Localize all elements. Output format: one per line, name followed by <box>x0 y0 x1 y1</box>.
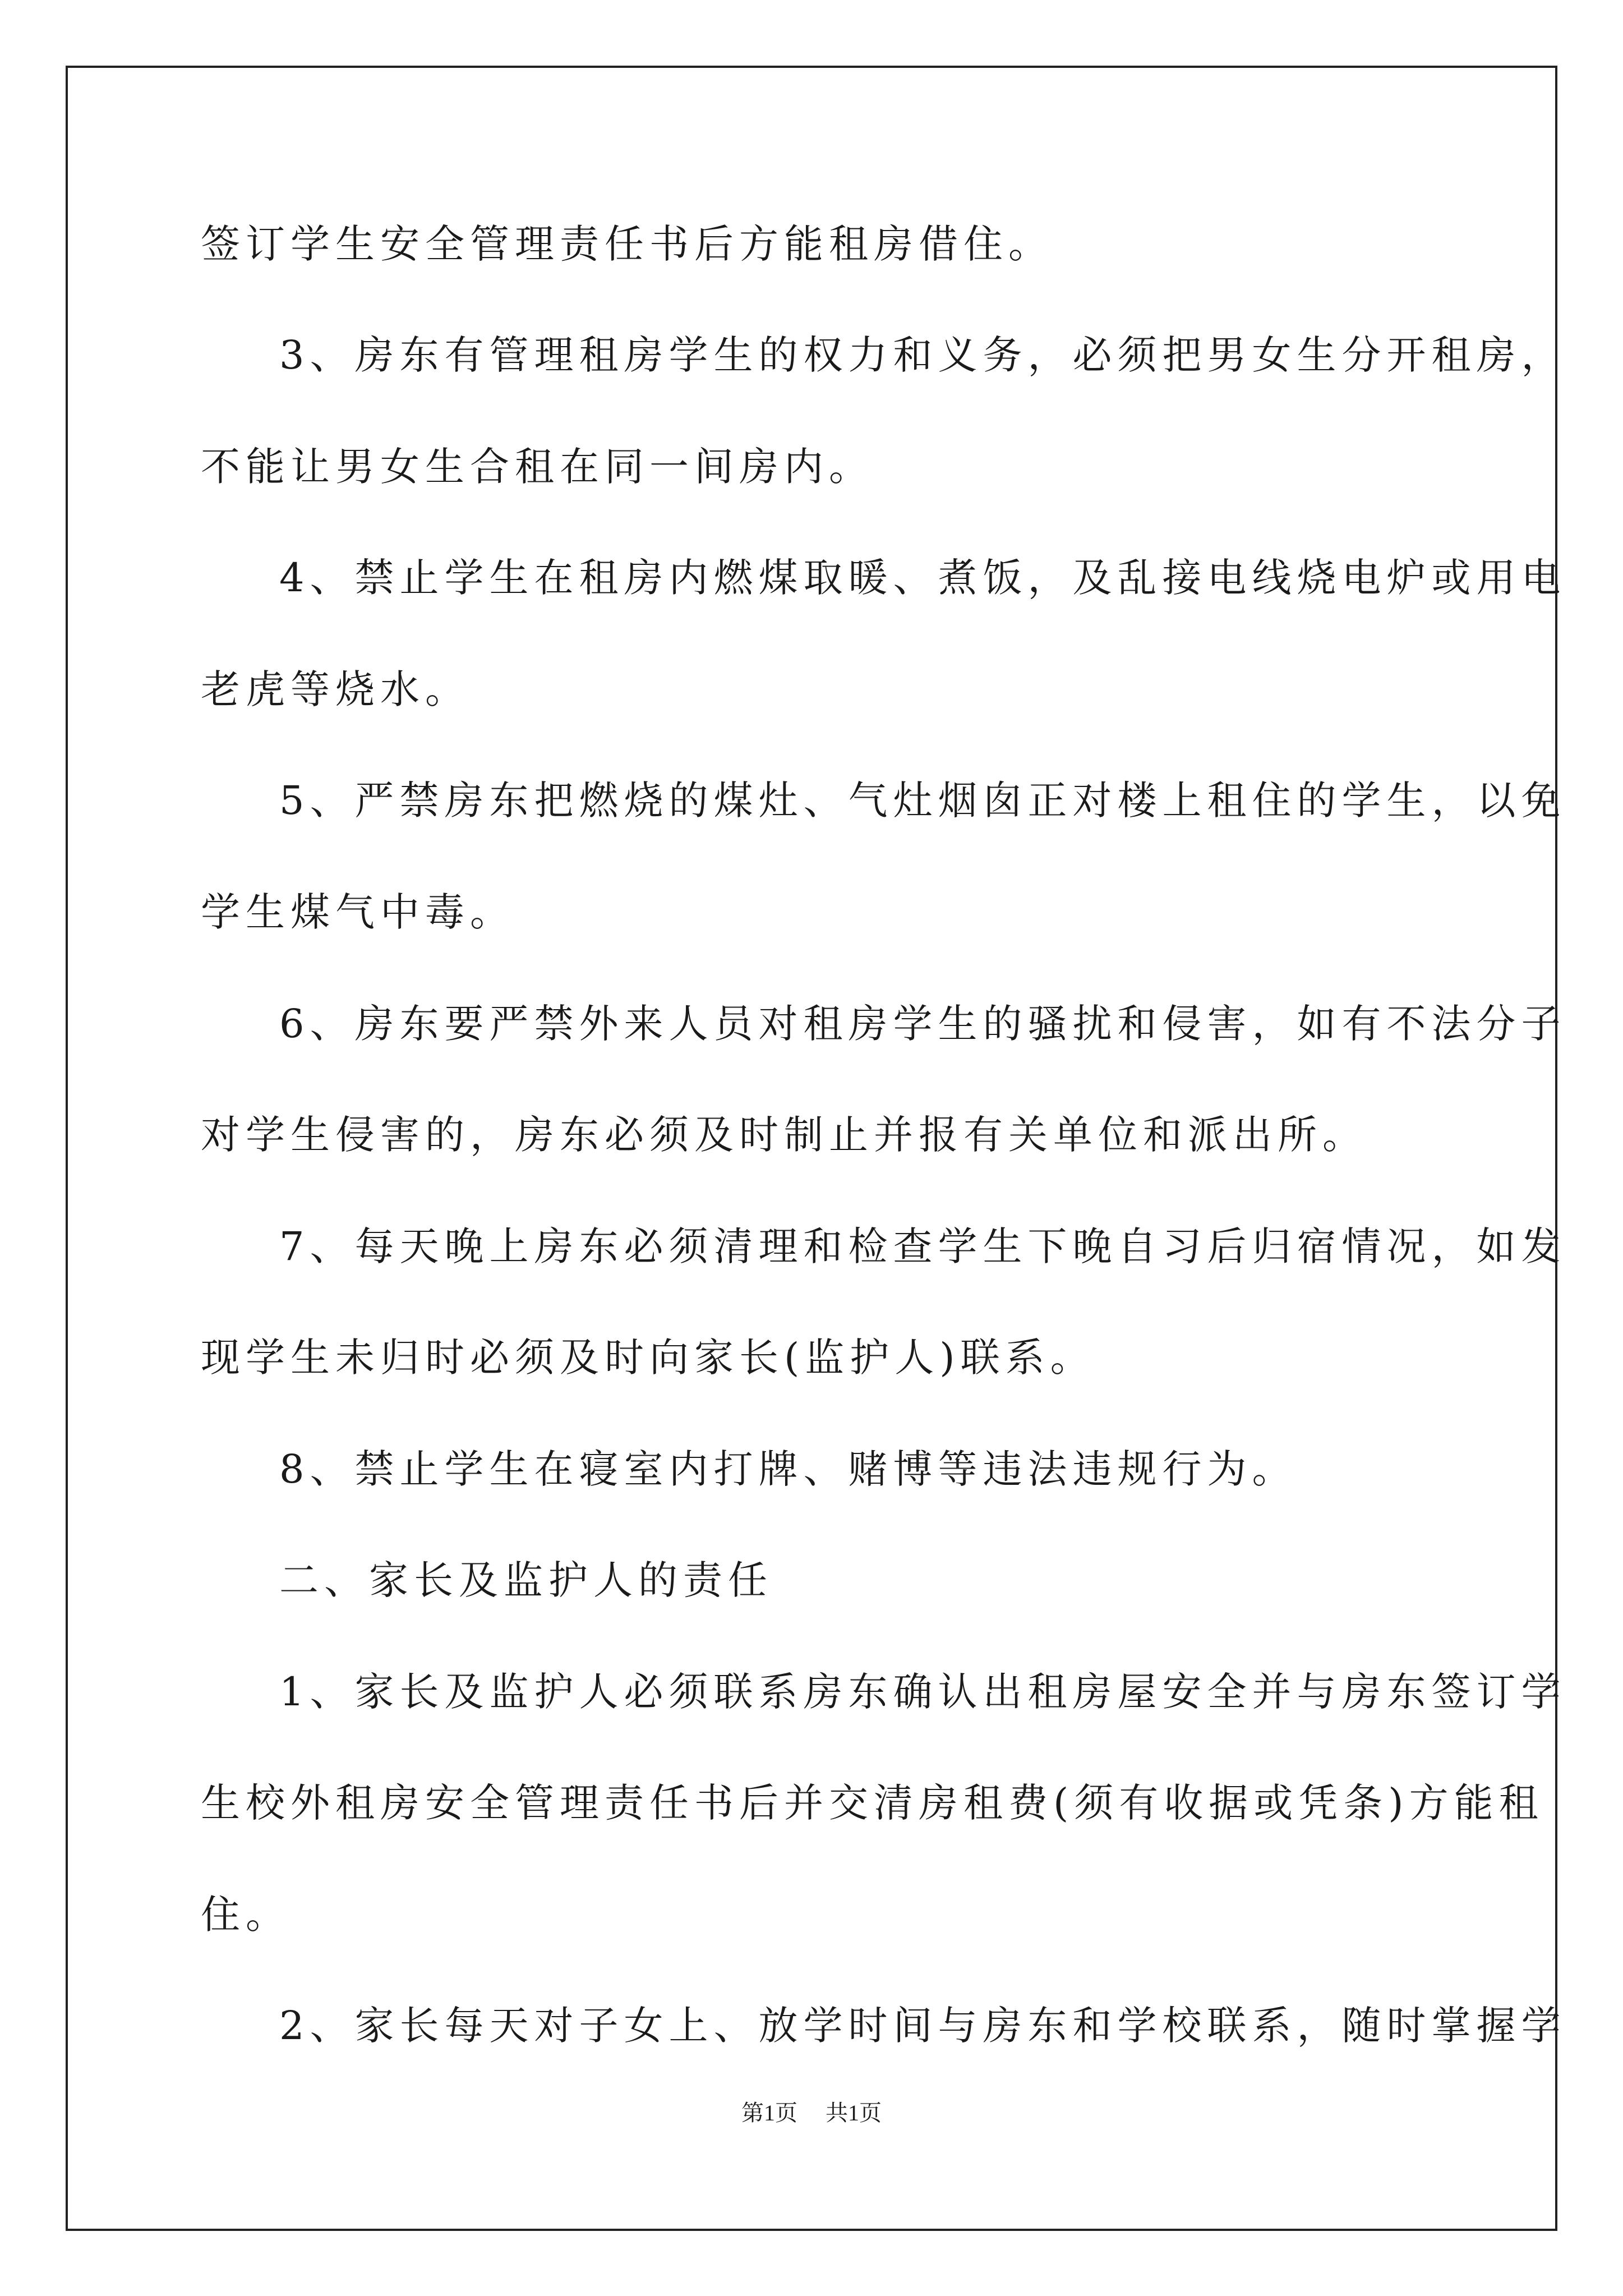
text-line: 老虎等烧水。 <box>201 666 470 712</box>
text-line: 1、家长及监护人必须联系房东确认出租房屋安全并与房东签订学 <box>279 1669 1566 1715</box>
text-line: 对学生侵害的，房东必须及时制止并报有关单位和派出所。 <box>201 1112 1367 1158</box>
text-line: 生校外租房安全管理责任书后并交清房租费(须有收据或凭条)方能租 <box>201 1780 1544 1826</box>
text-line: 不能让男女生合租在同一间房内。 <box>201 444 874 490</box>
text-line: 签订学生安全管理责任书后方能租房借住。 <box>201 221 1053 267</box>
text-line: 8、禁止学生在寝室内打牌、赌博等违法违规行为。 <box>279 1446 1297 1492</box>
text-line: 6、房东要严禁外来人员对租房学生的骚扰和侵害，如有不法分子 <box>279 1001 1566 1047</box>
page-number: 第1页 <box>741 2100 797 2125</box>
page-total: 共1页 <box>826 2100 882 2125</box>
section-heading: 二、家长及监护人的责任 <box>279 1557 773 1603</box>
text-line: 2、家长每天对子女上、放学时间与房东和学校联系，随时掌握学 <box>279 2003 1566 2049</box>
text-line: 现学生未归时必须及时向家长(监护人)联系。 <box>201 1335 1095 1381</box>
text-line: 7、每天晚上房东必须清理和检查学生下晚自习后归宿情况，如发 <box>279 1223 1566 1269</box>
text-line: 3、房东有管理租房学生的权力和义务，必须把男女生分开租房， <box>279 332 1566 378</box>
page-footer <box>0 2095 1623 2127</box>
text-line: 4、禁止学生在租房内燃煤取暖、煮饭，及乱接电线烧电炉或用电 <box>279 555 1566 601</box>
text-line: 5、严禁房东把燃烧的煤灶、气灶烟囱正对楼上租住的学生，以免 <box>279 777 1566 823</box>
text-line: 住。 <box>201 1892 291 1938</box>
text-line: 学生煤气中毒。 <box>201 889 515 935</box>
